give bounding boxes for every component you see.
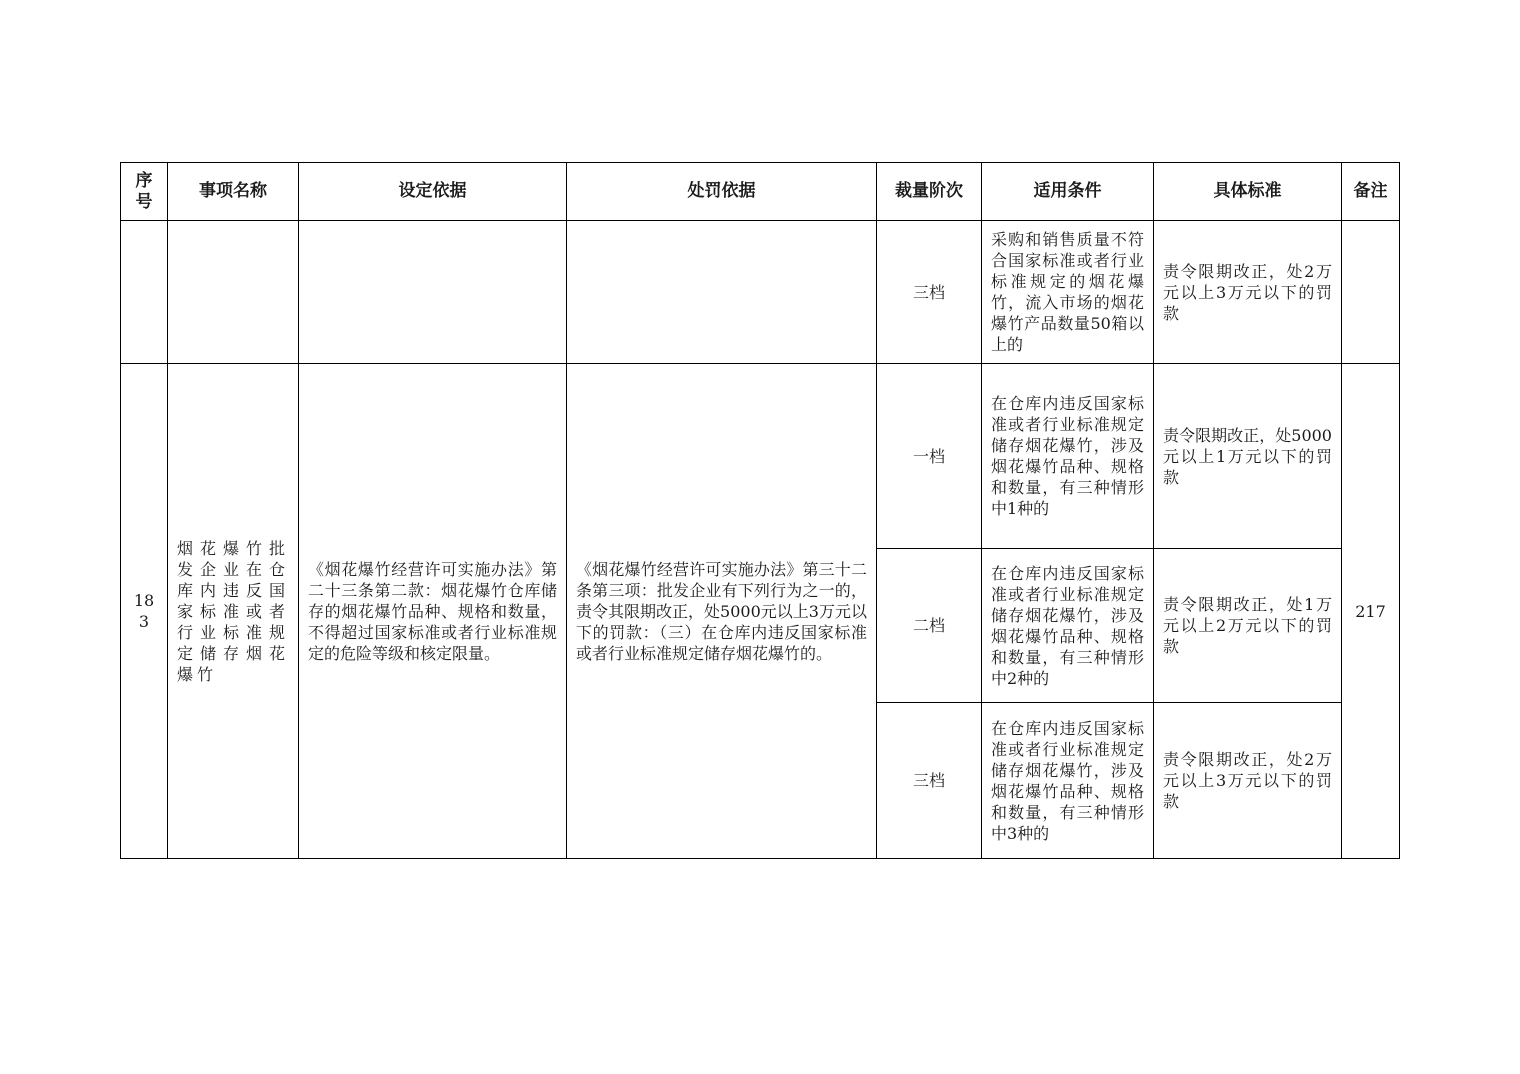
header-setting-basis: 设定依据 xyxy=(299,163,567,221)
tier-condition-cell: 在仓库内违反国家标准或者行业标准规定储存烟花爆竹，涉及烟花爆竹品种、规格和数量，有三种情形中1种的 xyxy=(982,364,1154,549)
header-penalty-basis: 处罚依据 xyxy=(567,163,877,221)
tier-condition-cell: 在仓库内违反国家标准或者行业标准规定储存烟花爆竹，涉及烟花爆竹品种、规格和数量，有三种情形中2种的 xyxy=(982,549,1154,703)
header-seq: 序号 xyxy=(121,163,168,221)
table-row xyxy=(121,364,1400,549)
penalty-standards-table xyxy=(120,162,1400,859)
item-name-cell: 烟花爆竹批发企业在仓库内违反国家标准或者行业标准规定储存烟花爆竹 xyxy=(168,364,299,859)
seq-cell: 183 xyxy=(121,364,168,859)
prev-remark-cell xyxy=(1342,221,1400,364)
tier-standard-cell: 责令限期改正，处1万元以上2万元以下的罚款 xyxy=(1154,549,1342,703)
prev-standard-cell: 责令限期改正，处2万元以上3万元以下的罚款 xyxy=(1154,221,1342,364)
tier-level-cell: 二档 xyxy=(877,549,982,703)
setting-basis-cell: 《烟花爆竹经营许可实施办法》第二十三条第二款：烟花爆竹仓库储存的烟花爆竹品种、规格和数量，不得超过国家标准或者行业标准规定的危险等级和核定限量。 xyxy=(299,364,567,859)
prev-level-cell: 三档 xyxy=(877,221,982,364)
header-condition: 适用条件 xyxy=(982,163,1154,221)
prev-setting-basis-cell xyxy=(299,221,567,364)
tier-condition-cell: 在仓库内违反国家标准或者行业标准规定储存烟花爆竹，涉及烟花爆竹品种、规格和数量，有三种情形中3种的 xyxy=(982,703,1154,859)
tier-level-cell: 三档 xyxy=(877,703,982,859)
tier-level-cell: 一档 xyxy=(877,364,982,549)
tier-standard-cell: 责令限期改正，处2万元以上3万元以下的罚款 xyxy=(1154,703,1342,859)
prev-seq-cell xyxy=(121,221,168,364)
penalty-basis-cell: 《烟花爆竹经营许可实施办法》第三十二条第三项：批发企业有下列行为之一的，责令其限期改正，处5000元以上3万元以下的罚款：（三）在仓库内违反国家标准或者行业标准规定储存烟花爆竹的。 xyxy=(567,364,877,859)
header-level: 裁量阶次 xyxy=(877,163,982,221)
table-row xyxy=(121,221,1400,364)
header-remark: 备注 xyxy=(1342,163,1400,221)
header-standard: 具体标准 xyxy=(1154,163,1342,221)
remark-cell: 217 xyxy=(1342,364,1400,859)
tier-standard-cell: 责令限期改正，处5000元以上1万元以下的罚款 xyxy=(1154,364,1342,549)
prev-condition-cell: 采购和销售质量不符合国家标准或者行业标准规定的烟花爆竹，流入市场的烟花爆竹产品数量50箱以上的 xyxy=(982,221,1154,364)
prev-penalty-basis-cell xyxy=(567,221,877,364)
prev-name-cell xyxy=(168,221,299,364)
header-row xyxy=(121,163,1400,221)
header-name: 事项名称 xyxy=(168,163,299,221)
